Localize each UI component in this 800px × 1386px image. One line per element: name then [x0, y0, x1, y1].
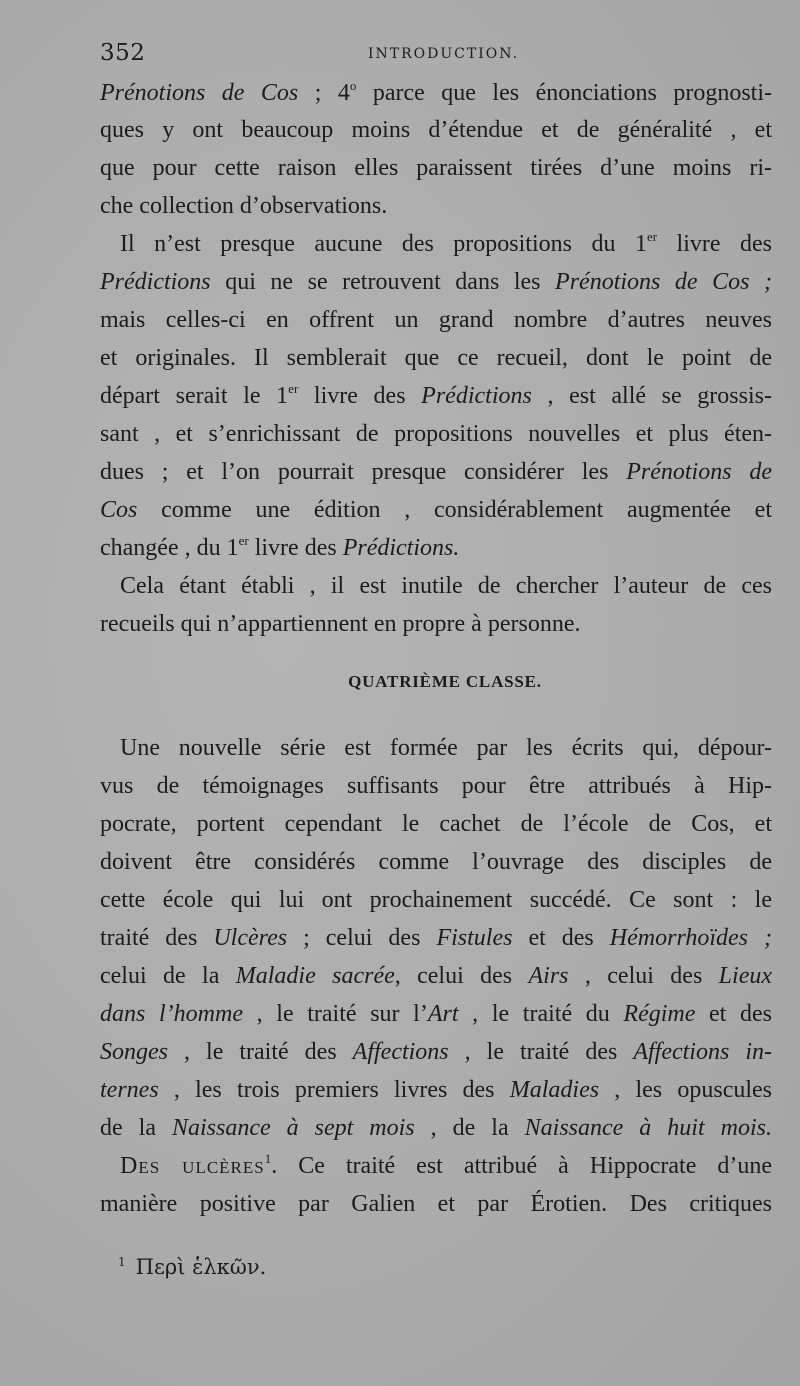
footnote-mark: 1 — [118, 1255, 126, 1269]
footnote — [118, 1255, 266, 1287]
section-heading: QUATRIÈME CLASSE. — [348, 672, 542, 691]
text-line: ternes , les trois premiers livres des Maladies , les opuscules — [100, 1077, 773, 1103]
text-line: Cos comme une édition , considérablement augmentée et — [100, 497, 772, 523]
text-line: vus de témoignages suffisants pour être attribués à Hip- — [100, 773, 772, 799]
text-line: recueils qui n’appartiennent en propre à personne. — [100, 611, 581, 637]
text-line: Des ulcères$^1$. Ce traité est attribué à Hippocrate d’une — [120, 1151, 773, 1179]
text-line: que pour cette raison elles paraissent tirées d’une moins ri- — [100, 155, 772, 181]
text-line: doivent être considérés comme l’ouvrage des disciples de — [100, 849, 772, 875]
text-line: de la Naissance à sept mois , de la Naissance à huit mois. — [100, 1115, 772, 1141]
text-line: celui de la Maladie sacrée, celui des Airs , celui des Lieux — [100, 963, 772, 989]
text-line: Prédictions qui ne se retrouvent dans les Prénotions de Cos ; — [100, 269, 772, 295]
text-line: che collection d’observations. — [100, 193, 388, 219]
text-line: changée , du 1er livre des Prédictions. — [100, 533, 460, 561]
text-line: Songes , le traité des Affections , le traité des Affections in- — [100, 1039, 772, 1065]
text-line: Cela étant établi , il est inutile de chercher l’auteur de ces — [120, 573, 772, 599]
text-line: pocrate, portent cependant le cachet de l’école de Cos, et — [100, 811, 772, 837]
page-number: 352 — [100, 40, 146, 66]
text-line: traité des Ulcères ; celui des Fistules et des Hémorrhoïdes ; — [100, 925, 773, 951]
footnote-text: Περὶ ἑλκῶν. — [135, 1255, 267, 1279]
text-line: cette école qui lui ont prochainement succédé. Ce sont : le — [100, 887, 772, 913]
text-line: Il n’est presque aucune des propositions du 1er livre des — [120, 229, 772, 257]
text-line: manière positive par Galien et par Érotien. Des critiques — [100, 1191, 772, 1217]
text-line: et originales. Il semblerait que ce recueil, dont le point de — [100, 345, 772, 371]
text-line: sant , et s’enrichissant de propositions nouvelles et plus éten- — [100, 421, 772, 447]
text-line: dues ; et l’on pourrait presque considérer les Prénotions de — [100, 459, 773, 485]
page-header — [100, 40, 790, 74]
text-line: ques y ont beaucoup moins d’étendue et de généralité , et — [100, 117, 772, 143]
text-line: départ serait le 1er livre des Prédictions , est allé se grossis- — [100, 381, 772, 409]
text-line: mais celles-ci en offrent un grand nombre d’autres neuves — [100, 307, 772, 333]
text-line: Une nouvelle série est formée par les écrits qui, dépour- — [120, 735, 772, 761]
text-line: dans l’homme , le traité sur l’Art , le traité du Régime et des — [100, 1001, 772, 1027]
running-title: INTRODUCTION. — [368, 46, 520, 62]
text-line: Prénotions de Cos ; 4$^o$ parce que les énonciations prognosti- — [100, 78, 772, 106]
